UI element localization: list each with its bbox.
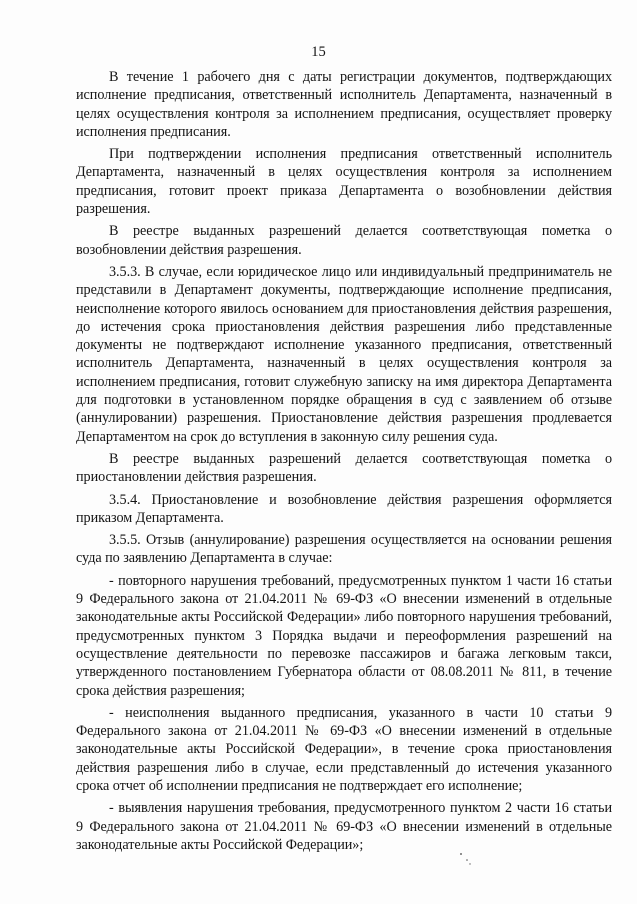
paragraph-verification: В течение 1 рабочего дня с даты регистрации документов, подтверждающих исполнение предписания, ответственный исполнитель Департамента, назначенный в целях осуществления контроля за исполнением предписания, осуществляет проверку исполнения предписания. — [76, 69, 612, 140]
paragraph-3-5-3: 3.5.3. В случае, если юридическое лицо или индивидуальный предприниматель не представили в Департамент документы, подтверждающие исполнение предписания, неисполнение которого явилось основанием для приостановления действия разрешения, до истечения срока приостановления действия разрешения либо представленные документы не подтверждают исполнение указанного предписания, ответственный исполнитель Департамента, назначенный в целях осуществления контроля за исполнением предписания, готовит служебную записку на имя директора Департамента для подготовки в установленном порядке обращения в суд с заявлением об отзыве (аннулировании) разрешения. Приостановление действия разрешения продлевается Департаментом на срок до вступления в законную силу решения суда. — [76, 263, 612, 445]
list-item-unfulfilled-order: - неисполнения выданного предписания, указанного в части 10 статьи 9 Федерального закона от 21.04.2011 № 69-ФЗ «О внесении изменений в отдельные законодательные акты Российской Федерации», в течение срока приостановления действия разрешения либо в случае, если представленный до истечения указанного срока отчет об исполнении предписания не подтверждает его исполнение; — [76, 704, 612, 794]
paragraph-3-5-5: 3.5.5. Отзыв (аннулирование) разрешения осуществляется на основании решения суда по заявлению Департамента в случае: — [76, 532, 612, 567]
page-number: 15 — [311, 44, 326, 60]
scan-specks — [458, 852, 474, 866]
paragraph-registry-suspension: В реестре выданных разрешений делается соответствующая пометка о приостановлении действия разрешения. — [76, 450, 612, 486]
paragraph-registry-resumption: В реестре выданных разрешений делается соответствующая пометка о возобновлении действия разрешения. — [76, 223, 612, 258]
paragraph-resumption-order: При подтверждении исполнения предписания ответственный исполнитель Департамента, назначенный в целях осуществления контроля за исполнением предписания, готовит проект приказа Департамента о возобновлении действия разрешения. — [76, 146, 612, 218]
list-item-detected-violation: - выявления нарушения требования, предусмотренного пунктом 2 части 16 статьи 9 Федерального закона от 21.04.2011 № 69-ФЗ «О внесении изменений в отдельные законодательные акты Российской Федерации»; — [76, 800, 612, 853]
document-body — [76, 68, 612, 854]
list-item-repeated-violation: - повторного нарушения требований, предусмотренных пунктом 1 части 16 статьи 9 Федерального закона от 21.04.2011 № 69-ФЗ «О внесении изменений в отдельные законодательные акты Российской Федерации» либо повторного нарушения требований, предусмотренных пунктом 3 Порядка выдачи и переоформления разрешений на осуществление деятельности по перевозке пассажиров и багажа легковым такси, утвержденного постановлением Губернатора области от 08.08.2011 № 811, в течение срока действия разрешения; — [76, 572, 612, 699]
paragraph-3-5-4: 3.5.4. Приостановление и возобновление действия разрешения оформляется приказом Департамента. — [76, 491, 612, 526]
